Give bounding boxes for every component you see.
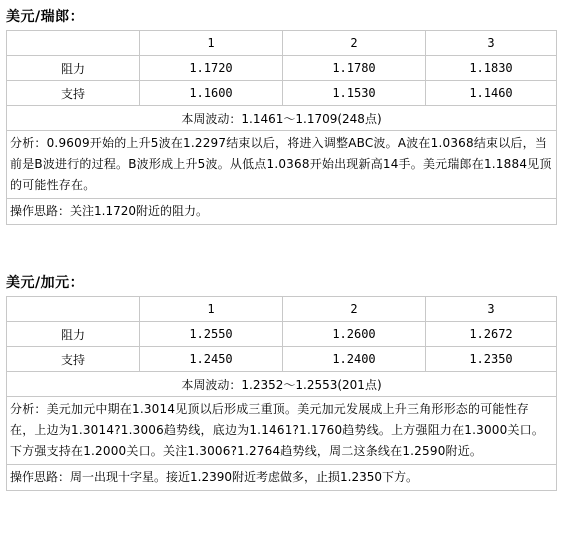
analysis-text: 分析：美元加元中期在1.3014见顶以后形成三重顶。美元加元发展成上升三角形形态的可能性存在，上边为1.3014?1.3006趋势线，底边为1.1461?1.1760趋势线。上方强阻力在1.3000关口。下方强支持在1.2000关口。关注1.3006?1.2764趋势线，周二这条线在1.2590附近。 [7, 397, 557, 465]
header-cell: 1 [140, 297, 283, 322]
value-cell: 1.1830 [426, 56, 557, 81]
value-cell: 1.2350 [426, 347, 557, 372]
header-cell: 3 [426, 297, 557, 322]
table-row-support [7, 81, 557, 106]
header-cell: 3 [426, 31, 557, 56]
header-cell: 2 [283, 297, 426, 322]
weekly-range-row [7, 106, 557, 131]
strategy-row [7, 199, 557, 225]
row-label: 支持 [7, 347, 140, 372]
analysis-text: 分析：0.9609开始的上升5波在1.2297结束以后，将进入调整ABC波。A波在1.0368结束以后，当前是B波进行的过程。B波形成上升5波。从低点1.0368开始出现新高14手。美元瑞郎在1.1884见顶的可能性存在。 [7, 131, 557, 199]
table-header-row [7, 297, 557, 322]
value-cell: 1.1720 [140, 56, 283, 81]
analysis-row [7, 131, 557, 199]
row-label: 支持 [7, 81, 140, 106]
value-cell: 1.1530 [283, 81, 426, 106]
row-label: 阻力 [7, 56, 140, 81]
value-cell: 1.1460 [426, 81, 557, 106]
table-row-resistance [7, 322, 557, 347]
analysis-row [7, 397, 557, 465]
value-cell: 1.2400 [283, 347, 426, 372]
weekly-range: 本周波动：1.1461～1.1709(248点) [7, 106, 557, 131]
table-header-row [7, 31, 557, 56]
quote-table [6, 296, 557, 491]
header-cell-empty [7, 297, 140, 322]
strategy-row [7, 465, 557, 491]
strategy-text: 操作思路：周一出现十字星。接近1.2390附近考虑做多，止损1.2350下方。 [7, 465, 557, 491]
quote-table [6, 30, 557, 225]
header-cell-empty [7, 31, 140, 56]
table-row-resistance [7, 56, 557, 81]
value-cell: 1.2450 [140, 347, 283, 372]
table-row-support [7, 347, 557, 372]
header-cell: 1 [140, 31, 283, 56]
section-title: 美元/加元： [6, 275, 85, 291]
weekly-range: 本周波动：1.2352～1.2553(201点) [7, 372, 557, 397]
value-cell: 1.2550 [140, 322, 283, 347]
value-cell: 1.2600 [283, 322, 426, 347]
strategy-text: 操作思路：关注1.1720附近的阻力。 [7, 199, 557, 225]
value-cell: 1.1780 [283, 56, 426, 81]
row-label: 阻力 [7, 322, 140, 347]
value-cell: 1.2672 [426, 322, 557, 347]
value-cell: 1.1600 [140, 81, 283, 106]
section-title: 美元/瑞郎： [6, 9, 85, 25]
weekly-range-row [7, 372, 557, 397]
header-cell: 2 [283, 31, 426, 56]
